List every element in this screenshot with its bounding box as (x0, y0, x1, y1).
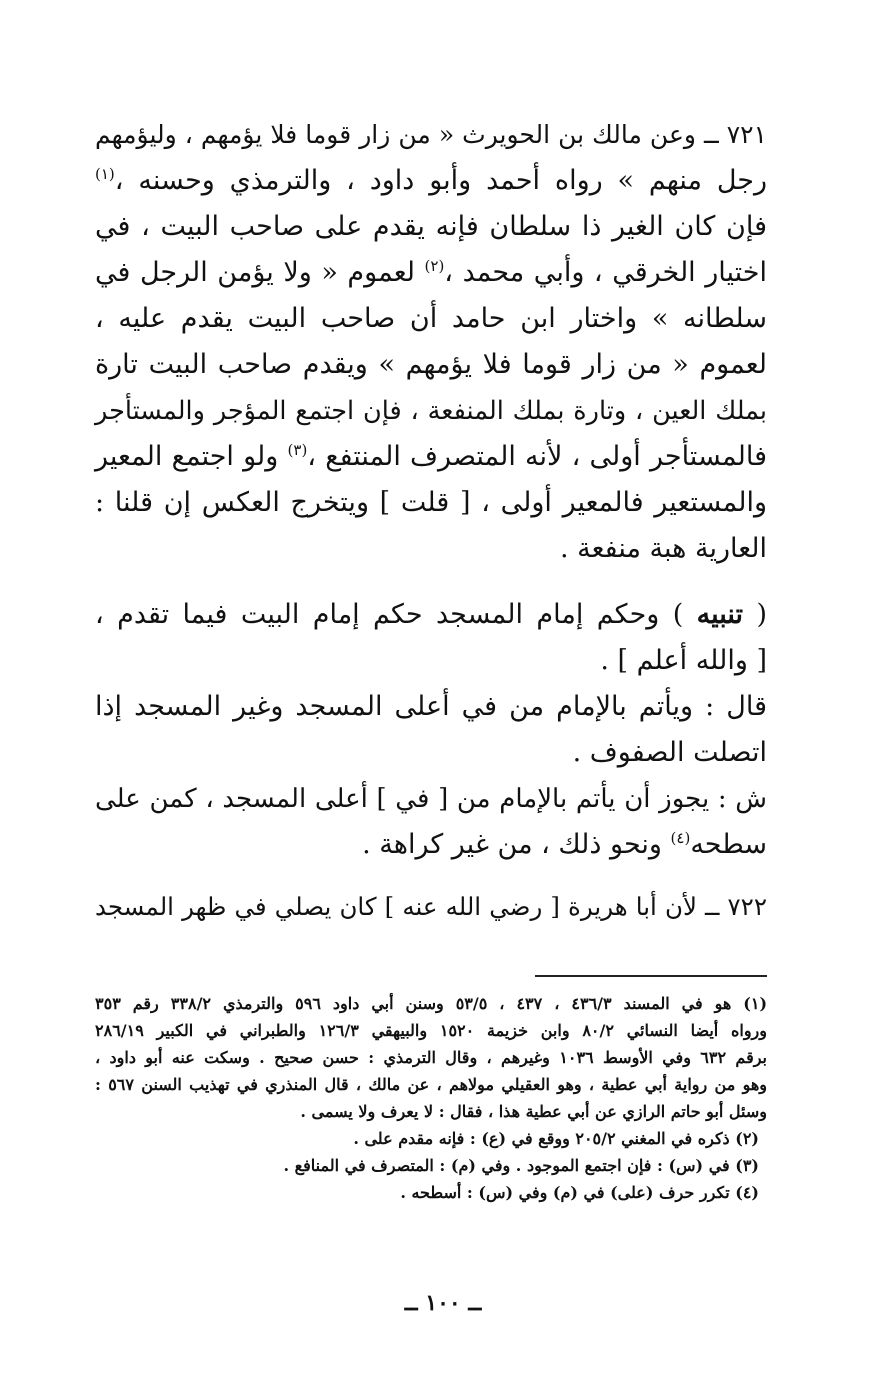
footnote-1-line-2 (95, 1017, 767, 1044)
line-text: [ والله أعلم ] . (600, 645, 767, 676)
line-text: ) وحكم إمام المسجد حكم إمام البيت فيما تقدم ، (95, 599, 697, 630)
footnote-text: برقم ٦٣٢ وفي الأوسط ١٠٣٦ وغيرهم ، وقال الترمذي : حسن صحيح . وسكت عنه أبو داود ، (95, 1048, 768, 1067)
hadith-721-line-4 (95, 250, 767, 296)
line-text: بملك العين ، وتارة بملك المنفعة ، فإن اجتمع المؤجر والمستأجر (95, 396, 767, 426)
hadith-721-line-8 (95, 434, 767, 480)
hadith-721-line-9 (95, 480, 767, 526)
matn-line-1 (95, 684, 767, 730)
footnote-3 (95, 1152, 767, 1179)
footnote-text: وهو من رواية أبي عطية ، وهو العقيلي مولاهم ، عن مالك ، قال المنذري في تهذيب السنن ٥٦٧ : (95, 1075, 767, 1094)
sharh-line-2 (95, 822, 767, 868)
footnote-4 (95, 1179, 767, 1206)
footnote-1-line-4 (95, 1071, 767, 1098)
line-text: ونحو ذلك ، من غير كراهة . (362, 829, 671, 860)
line-text: رجل منهم » رواه أحمد وأبو داود ، والترمذي وحسنه ، (114, 165, 767, 196)
line-text: ش : يجوز أن يأتم بالإمام من [ في ] أعلى المسجد ، كمن على (95, 784, 767, 814)
main-text (95, 112, 767, 930)
line-text: سطحه (690, 829, 767, 860)
line-text: سلطانه » واختار ابن حامد أن صاحب البيت يقدم عليه ، (95, 303, 767, 334)
footnote-ref-2[interactable]: (٢) (424, 257, 445, 275)
tanbih-line-2 (95, 638, 767, 684)
footnote-ref-1[interactable]: (١) (95, 165, 115, 183)
line-text: فإن كان الغير ذا سلطان فإنه يقدم على صاحب البيت ، في (95, 211, 767, 242)
line-text: قال : ويأتم بالإمام من في أعلى المسجد وغير المسجد إذا (95, 691, 767, 722)
line-text: ٧٢٢ ــ لأن أبا هريرة [ رضي الله عنه ] كان يصلي في ظهر المسجد (95, 892, 767, 921)
hadith-721-line-7 (95, 388, 767, 434)
footnotes (95, 990, 767, 1206)
tanbih-line-1 (95, 592, 767, 638)
hadith-721-line-5 (95, 296, 767, 342)
footnote-1-line-1 (95, 990, 767, 1017)
hadith-721-line-10 (95, 526, 767, 572)
sharh-line-1 (95, 776, 767, 822)
line-text: فالمستأجر أولى ، لأنه المتصرف المنتفع ، (307, 441, 767, 472)
footnote-1-line-3 (95, 1044, 767, 1071)
line-text: ولو اجتمع المعير (95, 441, 288, 472)
footnote-ref-4[interactable]: (٤) (670, 829, 691, 847)
footnote-text: وسئل أبو حاتم الرازي عن أبي عطية هذا ، فقال : لا يعرف ولا يسمى . (300, 1102, 767, 1121)
footnote-text: (٤) تكرر حرف (على) في (م) وفي (س) : أسطحه . (400, 1183, 759, 1202)
line-text: اختيار الخرقي ، وأبي محمد ، (444, 257, 767, 288)
footnote-1-line-5 (95, 1098, 767, 1125)
hadith-721-line-1 (95, 112, 767, 158)
page-number: ــ ١٠٠ ــ (404, 1290, 482, 1316)
line-text: لعموم « من زار قوما فلا يؤمهم » ويقدم صاحب البيت تارة (95, 349, 767, 380)
footnote-text: ورواه أيضا النسائي ٨٠/٢ وابن خزيمة ١٥٢٠ والبيهقي ١٢٦/٣ والطبراني في الكبير ٢٨٦/١٩ (95, 1021, 767, 1040)
hadith-721-line-6 (95, 342, 767, 388)
line-text: ٧٢١ ــ وعن مالك بن الحويرث « من زار قوما فلا يؤمهم ، وليؤمهم (95, 120, 767, 149)
hadith-721-line-3 (95, 204, 767, 250)
hadith-722-line-1 (95, 884, 767, 930)
footnote-2 (95, 1125, 767, 1152)
matn-line-2 (95, 730, 767, 776)
tanbih-label: تنبيه (696, 599, 744, 630)
footnote-text: (٣) في (س) : فإن اجتمع الموجود . وفي (م) : المتصرف في المنافع . (283, 1156, 759, 1175)
footnote-text: (١) هو في المسند ٤٣٦/٣ ، ٤٣٧ ، ٥٣/٥ وسنن أبي داود ٥٩٦ والترمذي ٣٣٨/٢ رقم ٣٥٣ (95, 994, 768, 1013)
footnote-divider (535, 975, 767, 977)
bracket: ( (743, 599, 767, 630)
line-text: اتصلت الصفوف . (572, 737, 767, 768)
footnote-text: (٢) ذكره في المغني ٢٠٥/٢ ووقع في (ع) : فإنه مقدم على . (353, 1129, 759, 1148)
line-text: والمستعير فالمعير أولى ، [ قلت ] ويتخرج العكس إن قلنا : (95, 487, 767, 518)
hadith-721-line-2 (95, 158, 767, 204)
line-text: العارية هبة منفعة . (560, 533, 767, 564)
footnote-ref-3[interactable]: (٣) (287, 441, 308, 459)
line-text: لعموم « ولا يؤمن الرجل في (95, 257, 425, 288)
